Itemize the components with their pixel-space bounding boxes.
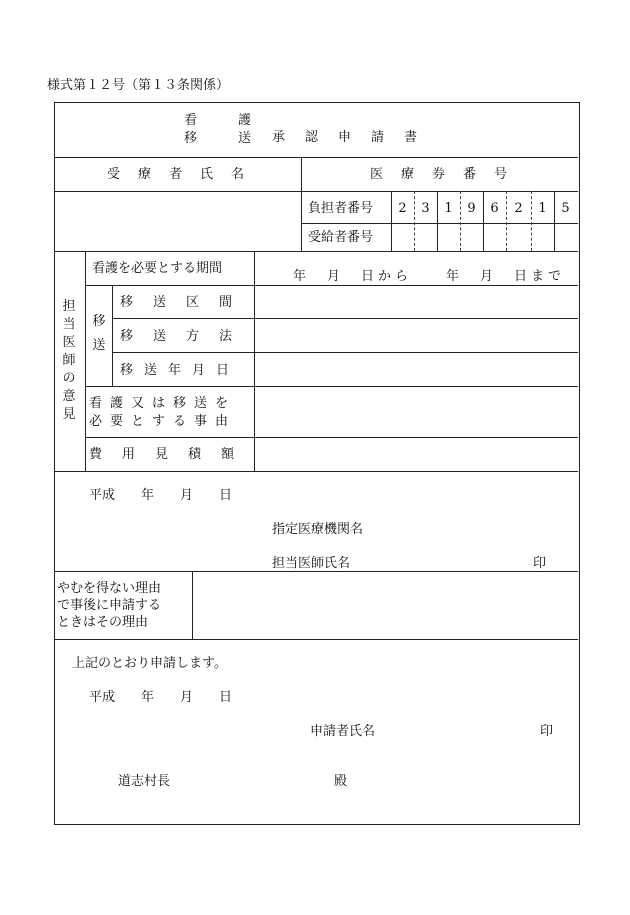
rule	[391, 191, 392, 251]
rule	[112, 352, 578, 353]
institution-label: 指定医療機関名	[272, 522, 364, 537]
unavoidable-reason-line2: で事後に申請する	[57, 598, 162, 613]
rule	[85, 437, 578, 438]
transport-date-label: 移送年月日	[120, 363, 241, 378]
reason-label-line1: 看護又は移送を	[89, 396, 237, 411]
addressee: 道志村長	[118, 774, 171, 789]
transport-method-label: 移送方法	[120, 329, 253, 344]
title-nursing: 看 護	[184, 113, 266, 128]
rule	[192, 571, 193, 639]
rule	[301, 157, 302, 251]
patient-name-label: 受療者氏名	[107, 167, 263, 182]
transport-method-field[interactable]	[256, 320, 577, 351]
rule	[85, 285, 578, 286]
title-transport: 移 送	[184, 131, 266, 146]
applicant-seal: 印	[540, 724, 554, 739]
medical-card-label: 医療券番号	[370, 167, 526, 182]
rule	[85, 386, 578, 387]
rule	[85, 251, 86, 471]
doctor-date: 平成 年 月 日	[89, 488, 233, 503]
applicant-date: 平成 年 月 日	[89, 690, 233, 705]
payer-number-label: 負担者番号	[308, 201, 374, 216]
nursing-period-value: 年 月 日から 年 月 日まで	[293, 269, 566, 284]
nursing-period-label: 看護を必要とする期間	[92, 261, 223, 276]
rule	[112, 285, 113, 386]
transport-section-label: 移送区間	[120, 295, 253, 310]
cost-estimate-field[interactable]	[256, 439, 577, 470]
doctor-name-label: 担当医師氏名	[272, 556, 351, 571]
rule	[54, 639, 578, 640]
rule	[54, 471, 578, 472]
unavoidable-reason-field[interactable]	[194, 573, 577, 638]
applicant-name-label: 申請者氏名	[310, 724, 376, 739]
title-suffix: 承認申請書	[272, 130, 438, 145]
reason-label-line2: 必要とする事由	[89, 414, 237, 429]
recipient-number-field[interactable]	[393, 225, 577, 250]
payer-digit: 1	[444, 201, 453, 216]
reason-field[interactable]	[256, 388, 577, 436]
transport-group-label: 移送	[92, 314, 106, 353]
payer-digit: 2	[514, 201, 523, 216]
rule	[112, 318, 578, 319]
patient-name-field[interactable]	[56, 193, 299, 249]
honorific: 殿	[334, 774, 348, 789]
payer-digit: 2	[398, 201, 407, 216]
recipient-number-label: 受給者番号	[308, 230, 374, 245]
cost-estimate-label: 費用見積額	[89, 447, 255, 462]
rule	[54, 571, 578, 572]
rule	[54, 191, 578, 192]
rule	[301, 223, 578, 224]
doctor-seal: 印	[533, 556, 547, 571]
payer-digit: 1	[538, 201, 547, 216]
payer-digit: 5	[561, 201, 570, 216]
payer-digit: 9	[467, 201, 476, 216]
rule	[254, 251, 255, 471]
payer-digit: 6	[490, 201, 499, 216]
unavoidable-reason-line1: やむを得ない理由	[57, 581, 162, 596]
form-number: 様式第１２号（第１３条関係）	[47, 78, 230, 93]
rule	[54, 251, 578, 252]
unavoidable-reason-line3: ときはその理由	[57, 615, 149, 630]
rule	[54, 157, 578, 158]
transport-date-field[interactable]	[256, 354, 577, 385]
doctor-opinion-label: 担当医師の意見	[62, 299, 76, 422]
declaration: 上記のとおり申請します。	[72, 656, 227, 671]
payer-digit: 3	[421, 201, 430, 216]
transport-section-field[interactable]	[256, 287, 577, 317]
